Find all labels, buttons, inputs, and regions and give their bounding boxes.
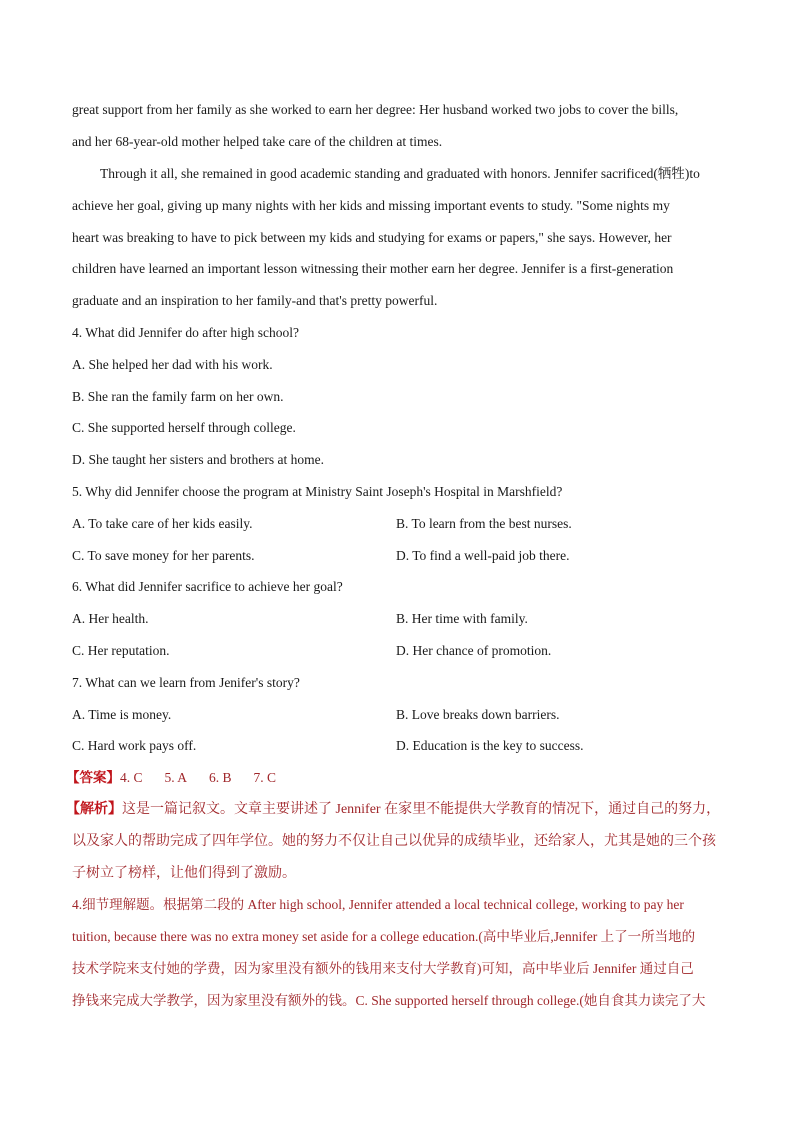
answer-option: B. Love breaks down barriers. xyxy=(396,707,560,722)
answer-option: D. To find a well-paid job there. xyxy=(396,548,570,563)
answer-option: B. Her time with family. xyxy=(396,611,528,626)
passage-line: and her 68-year-old mother helped take care of the children at times. xyxy=(72,134,443,149)
answer-item: 7. C xyxy=(253,770,277,785)
question-stem: 4. What did Jennifer do after high school? xyxy=(72,325,299,340)
answer-option: A. To take care of her kids easily. xyxy=(72,516,253,531)
answer-option: C. She supported herself through college. xyxy=(72,420,296,435)
answer-option: A. Her health. xyxy=(72,611,149,626)
answer-option: A. She helped her dad with his work. xyxy=(72,357,273,372)
answer-option: A. Time is money. xyxy=(72,707,172,722)
analysis-line: tuition, because there was no extra money set aside for a college education.(高中毕业后,Jennifer 上了一所当地的 xyxy=(72,929,696,944)
answer-option: D. She taught her sisters and brothers at home. xyxy=(72,452,324,467)
question-stem: 6. What did Jennifer sacrifice to achieve her goal? xyxy=(72,579,343,594)
answer-key-label: 【答案】 xyxy=(66,770,120,785)
analysis-line: 挣钱来完成大学教学，因为家里没有额外的钱。C. She supported herself through college.(她自食其力读完了大 xyxy=(72,993,706,1008)
analysis-line: 以及家人的帮助完成了四年学位。她的努力不仅让自己以优异的成绩毕业，还给家人，尤其是她的三个孩 xyxy=(72,834,716,849)
analysis-line xyxy=(66,800,720,820)
passage-line: achieve her goal, giving up many nights with her kids and missing important events to study. "Some nights my xyxy=(72,198,670,213)
answer-item: 5. A xyxy=(164,770,188,785)
passage-line: heart was breaking to have to pick between my kids and studying for exams or papers," she says. However, her xyxy=(72,230,672,245)
passage-line: children have learned an important lesson witnessing their mother earn her degree. Jennifer is a first-generation xyxy=(72,261,674,276)
question-stem: 7. What can we learn from Jenifer's story? xyxy=(72,675,300,690)
analysis-label: 【解析】 xyxy=(66,802,122,817)
answer-key xyxy=(66,768,276,788)
answer-option: C. To save money for her parents. xyxy=(72,548,255,563)
answer-option: B. She ran the family farm on her own. xyxy=(72,389,284,404)
analysis-text: 这是一篇记叙文。文章主要讲述了 Jennifer 在家里不能提供大学教育的情况下，通过自己的努力， xyxy=(122,802,721,817)
answer-option: D. Education is the key to success. xyxy=(396,738,584,753)
analysis-line: 技术学院来支付她的学费，因为家里没有额外的钱用来支付大学教育)可知，高中毕业后 Jennifer 通过自己 xyxy=(72,961,694,976)
analysis-line: 4.细节理解题。根据第二段的 After high school, Jennifer attended a local technical college, working to pay her xyxy=(72,897,684,912)
answer-option: D. Her chance of promotion. xyxy=(396,643,552,658)
answer-item: 6. B xyxy=(209,770,232,785)
passage-line: Through it all, she remained in good academic standing and graduated with honors. Jennifer sacrificed(牺牲)to xyxy=(100,166,700,181)
passage-line: graduate and an inspiration to her family-and that's pretty powerful. xyxy=(72,293,438,308)
answer-item: 4. C xyxy=(120,770,143,785)
question-stem: 5. Why did Jennifer choose the program at Ministry Saint Joseph's Hospital in Marshfield? xyxy=(72,484,563,499)
analysis-line: 子树立了榜样，让他们得到了激励。 xyxy=(72,866,296,881)
answer-option: C. Hard work pays off. xyxy=(72,738,197,753)
passage-line: great support from her family as she worked to earn her degree: Her husband worked two jobs to cover the bills, xyxy=(72,102,679,117)
answer-option: B. To learn from the best nurses. xyxy=(396,516,572,531)
answer-option: C. Her reputation. xyxy=(72,643,170,658)
